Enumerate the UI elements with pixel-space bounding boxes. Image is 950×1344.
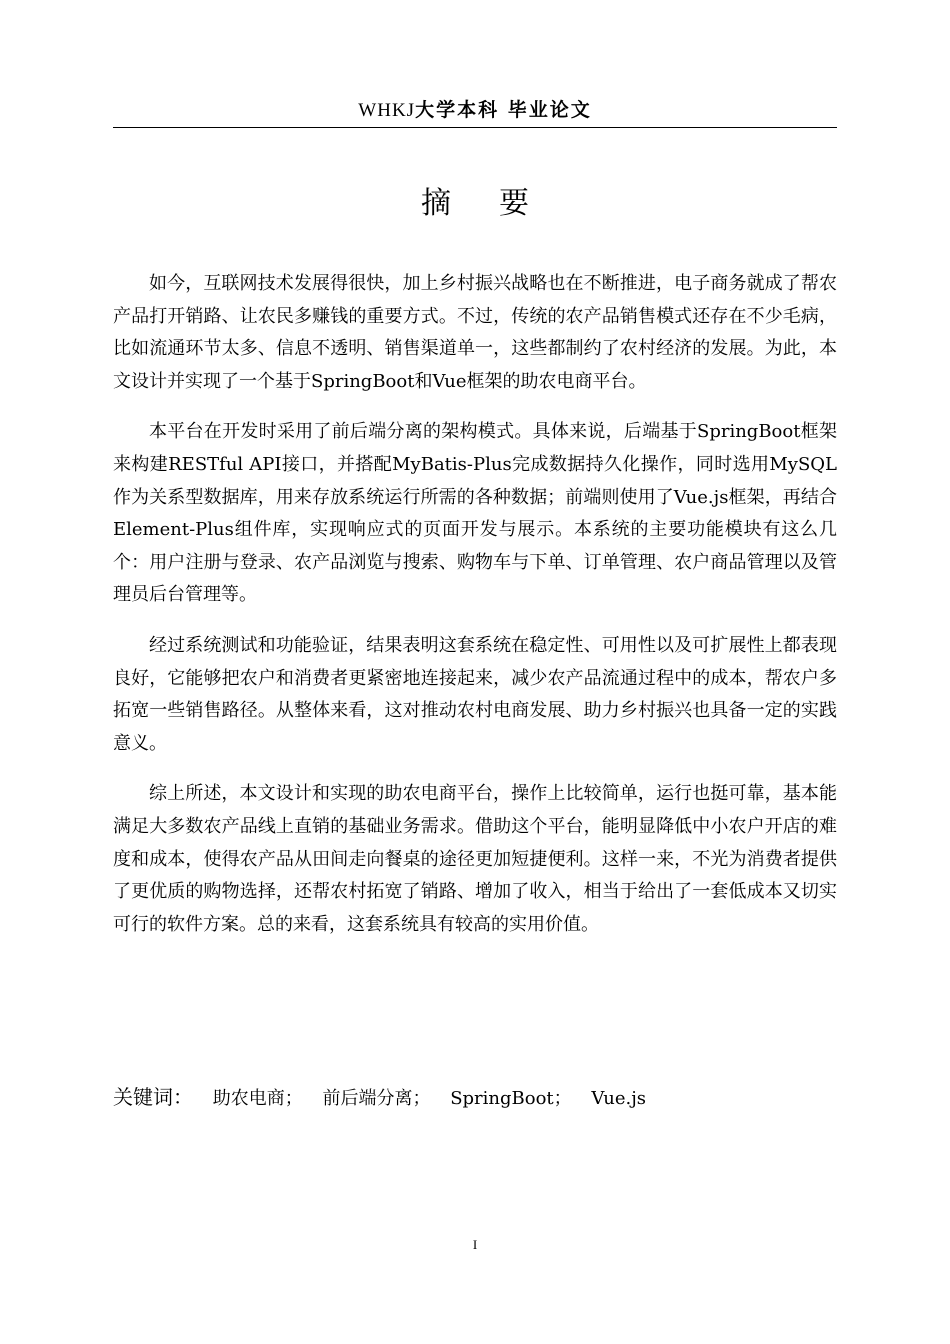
abstract-paragraph-4: 综上所述，本文设计和实现的助农电商平台，操作上比较简单，运行也挺可靠，基本能满足大多数农产品线上直销的基础业务需求。借助这个平台，能明显降低中小农户开店的难度和成本，使得农产品从田间走向餐桌的途径更加短捷便利。这样一来，不光为消费者提供了更优质的购物选择，还帮农村拓宽了销路、增加了收入，相当于给出了一套低成本又切实可行的软件方案。总的来看，这套系统具有较高的实用价值。 — [113, 783, 837, 935]
abstract-title: 摘要 — [421, 186, 577, 221]
abstract-paragraph-1: 如今，互联网技术发展得很快，加上乡村振兴战略也在不断推进，电子商务就成了帮农产品打开销路、让农民多赚钱的重要方式。不过，传统的农产品销售模式还存在不少毛病，比如流通环节太多、信息不透明、销售渠道单一，这些都制约了农村经济的发展。为此，本文设计并实现了一个基于SpringBoot和Vue框架的助农电商平台。 — [113, 273, 837, 392]
page-number: I — [472, 1237, 478, 1252]
keywords-line — [113, 1081, 837, 1115]
abstract-paragraph-2: 本平台在开发时采用了前后端分离的架构模式。具体来说，后端基于SpringBoot框架来构建RESTful API接口，并搭配MyBatis-Plus完成数据持久化操作，同时选用MySQL作为关系型数据库，用来存放系统运行所需的各种数据；前端则使用了Vue.js框架，再结合Element-Plus组件库，实现响应式的页面开发与展示。本系统的主要功能模块有这么几个：用户注册与登录、农产品浏览与搜索、购物车与下单、订单管理、农户商品管理以及管理员后台管理等。 — [113, 421, 837, 606]
keyword-item: 前后端分离； — [322, 1088, 431, 1109]
abstract-paragraph-3: 经过系统测试和功能验证，结果表明这套系统在稳定性、可用性以及可扩展性上都表现良好，它能够把农户和消费者更紧密地连接起来，减少农产品流通过程中的成本，帮农户多拓宽一些销售路径。从整体来看，这对推动农村电商发展、助力乡村振兴也具备一定的实践意义。 — [113, 634, 837, 754]
header-rule — [113, 127, 837, 128]
keywords-label: 关键词： — [113, 1085, 193, 1109]
header-code: WHKJ — [358, 100, 416, 121]
running-header — [113, 96, 837, 128]
keyword-item: Vue.js — [591, 1088, 647, 1109]
keyword-item: 助农电商； — [212, 1088, 303, 1109]
abstract-body — [113, 268, 837, 953]
header-title: 大学本科 毕业论文 — [415, 99, 592, 121]
keyword-item: SpringBoot； — [450, 1088, 572, 1109]
